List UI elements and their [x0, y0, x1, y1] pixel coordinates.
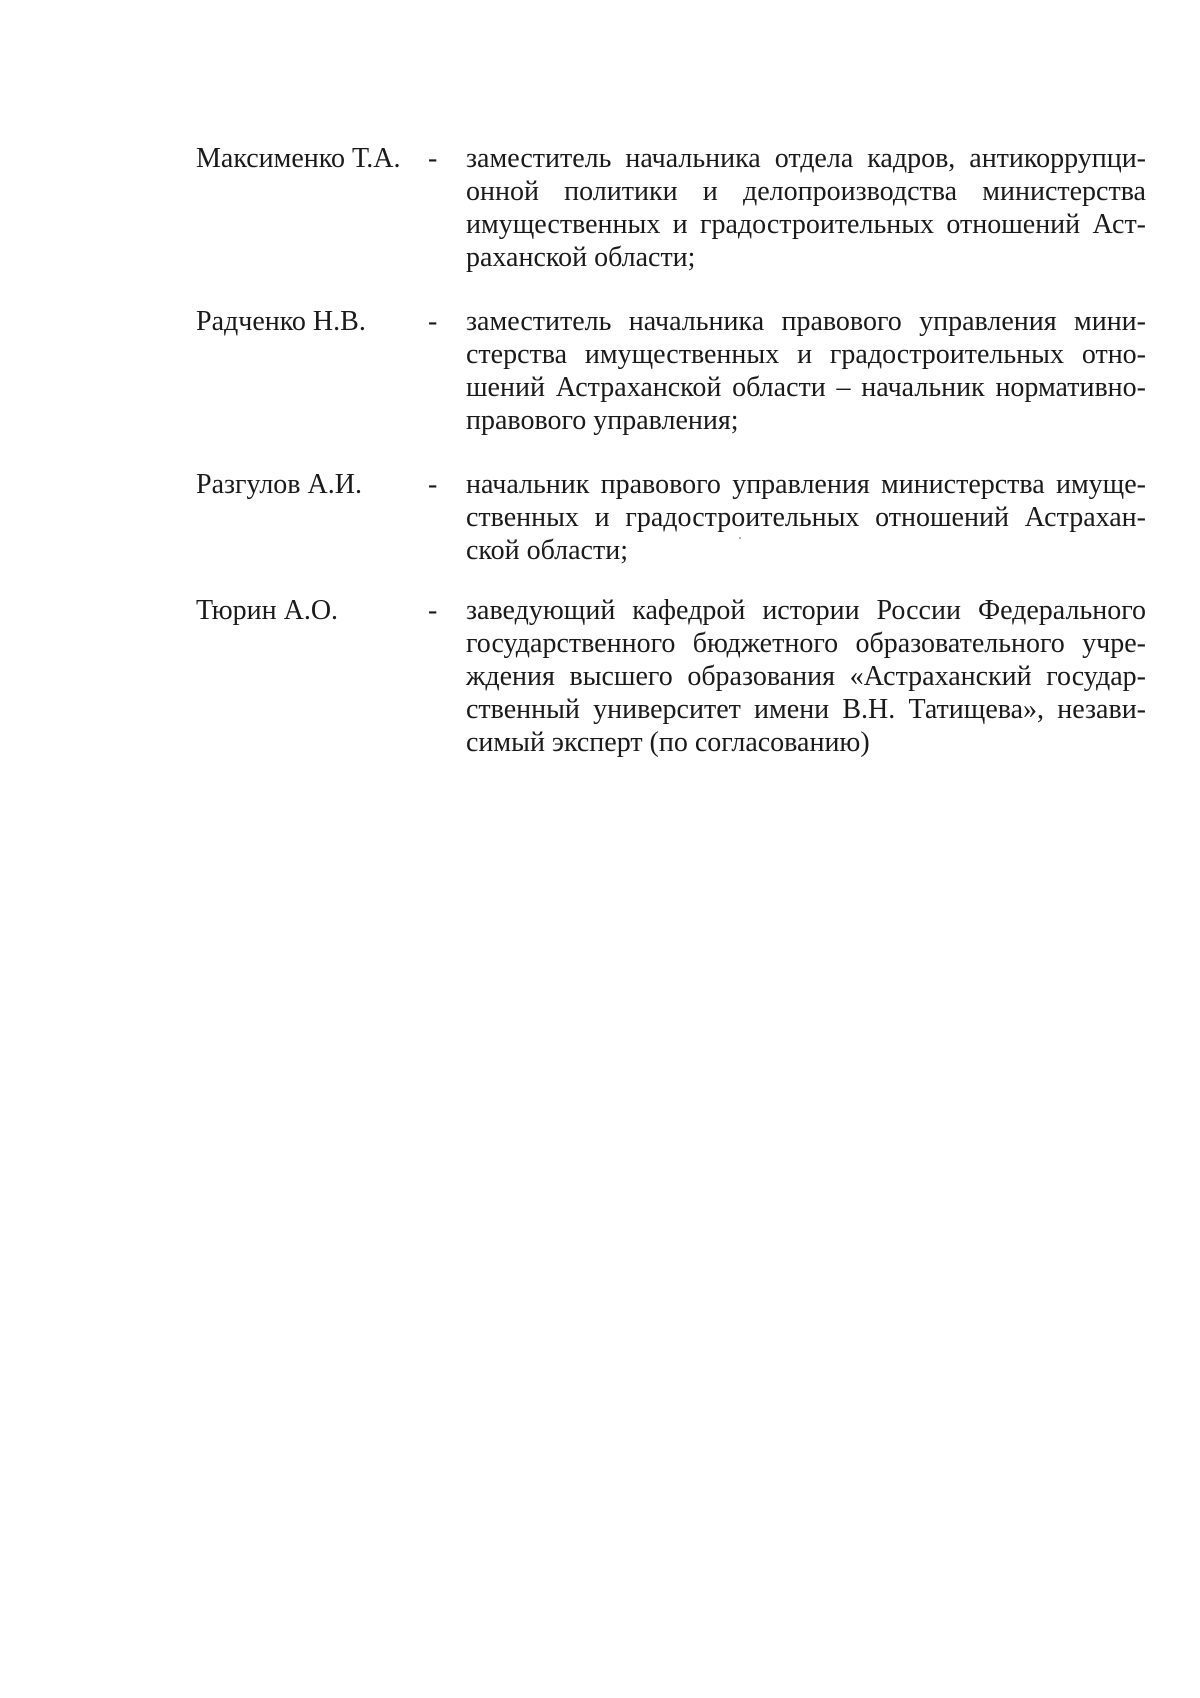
role-line: ждения высшего образования «Астраханский государ-: [466, 661, 1146, 692]
role-line: стерства имущественных и градостроительных отно-: [466, 339, 1146, 370]
member-dash: -: [428, 469, 438, 500]
role-line: ственный университет имени В.Н. Татищева», незави-: [466, 694, 1146, 725]
role-line: ской области;: [466, 535, 628, 566]
role-line: заведующий кафедрой истории России Федерального: [466, 595, 1146, 626]
role-line: имущественных и градостроительных отношений Аст-: [466, 209, 1146, 240]
member-role: [466, 594, 1146, 759]
member-name: Радченко Н.В.: [196, 306, 366, 337]
role-line: симый эксперт (по согласованию): [466, 727, 870, 758]
member-name: Максименко Т.А.: [196, 143, 401, 174]
member-dash: -: [428, 306, 438, 337]
role-line: правового управления;: [466, 405, 739, 436]
scan-speck: [739, 537, 741, 539]
role-line: шений Астраханской области – начальник нормативно-: [466, 372, 1146, 403]
member-name: Тюрин А.О.: [196, 595, 339, 626]
role-line: раханской области;: [466, 242, 696, 273]
member-role: [466, 305, 1146, 437]
role-line: онной политики и делопроизводства министерства: [466, 176, 1146, 207]
role-line: заместитель начальника правового управления мини-: [466, 306, 1146, 337]
role-line: начальник правового управления министерства имуще-: [466, 469, 1146, 500]
member-dash: -: [428, 143, 438, 174]
role-line: ственных и градостроительных отношений Астрахан-: [466, 502, 1146, 533]
member-dash: -: [428, 595, 438, 626]
role-line: государственного бюджетного образовательного учре-: [466, 628, 1146, 659]
role-line: заместитель начальника отдела кадров, антикоррупци-: [466, 143, 1146, 174]
member-name: Разгулов А.И.: [196, 469, 362, 500]
member-role: [466, 468, 1146, 567]
member-role: [466, 142, 1146, 274]
